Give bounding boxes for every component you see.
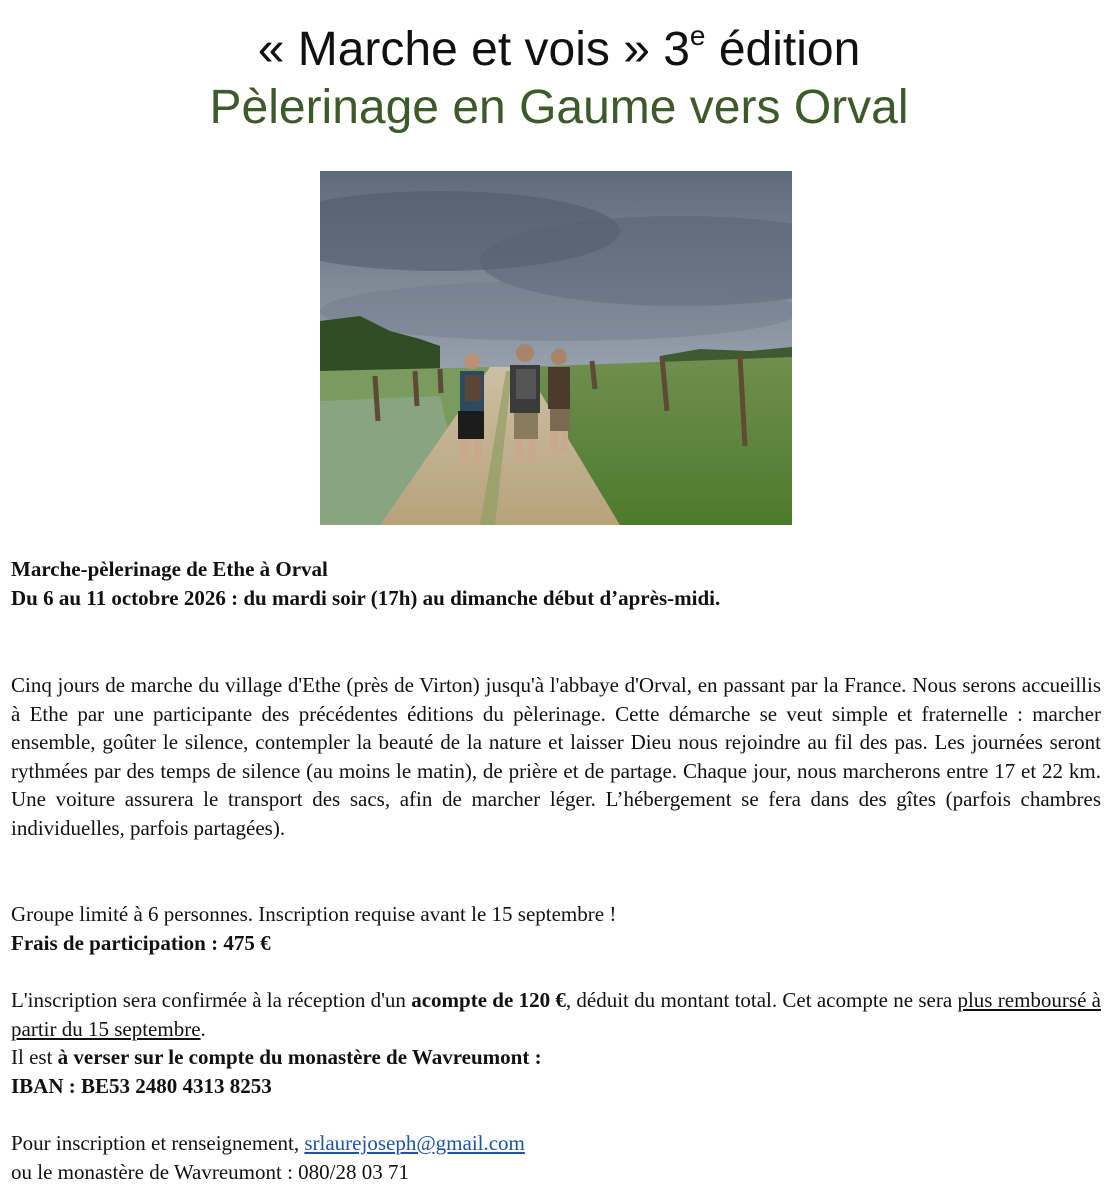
pilgrims-walking-photo [320, 171, 792, 525]
contact-line: Pour inscription et renseignement, srlaurejoseph@gmail.com [11, 1131, 525, 1155]
refund-condition: plus remboursé à partir du 15 septembre [11, 988, 1101, 1041]
event-dates: Du 6 au 11 octobre 2026 : du mardi soir (17h) au dimanche début d’après-midi. [11, 586, 721, 610]
event-heading: Marche-pèlerinage de Ethe à Orval [11, 557, 328, 581]
payment-conditions: L'inscription sera confirmée à la réception d'un acompte de 120 €, déduit du montant total. Cet acompte ne sera plus remboursé à partir du 15 septembre. [11, 988, 1101, 1041]
document-title: « Marche et vois » 3e édition [257, 20, 861, 76]
contact-email-link[interactable]: srlaurejoseph@gmail.com [304, 1131, 525, 1155]
event-description: Cinq jours de marche du village d'Ethe (près de Virton) jusqu'à l'abbaye d'Orval, en passant par la France. Nous serons accueillis à Ethe par une participante des précédentes éditions du pèlerinage. Cette démarche se veut simple et fraternelle : marcher ensemble, goûter le silence, contempler la beauté de la nature et laisser Dieu nous rejoindre au fil des pas. Les journées seront rythmées par des temps de silence (au moins le matin), de prière et de partage. Chaque jour, nous marcherons entre 17 et 22 km. Une voiture assurera le transport des sacs, afin de marcher léger. L’hébergement se fera dans des gîtes (parfois chambres individuelles, parfois partagées). [11, 673, 1101, 840]
iban: IBAN : BE53 2480 4313 8253 [11, 1074, 272, 1098]
document-subtitle: Pèlerinage en Gaume vers Orval [209, 81, 909, 134]
account-instruction: Il est à verser sur le compte du monastère de Wavreumont : [11, 1045, 542, 1069]
contact-phone: ou le monastère de Wavreumont : 080/28 03 71 [11, 1160, 410, 1184]
participation-fees: Frais de participation : 475 € [11, 931, 271, 955]
group-limit: Groupe limité à 6 personnes. Inscription requise avant le 15 septembre ! [11, 902, 617, 926]
deposit-amount: acompte de 120 € [411, 988, 566, 1012]
